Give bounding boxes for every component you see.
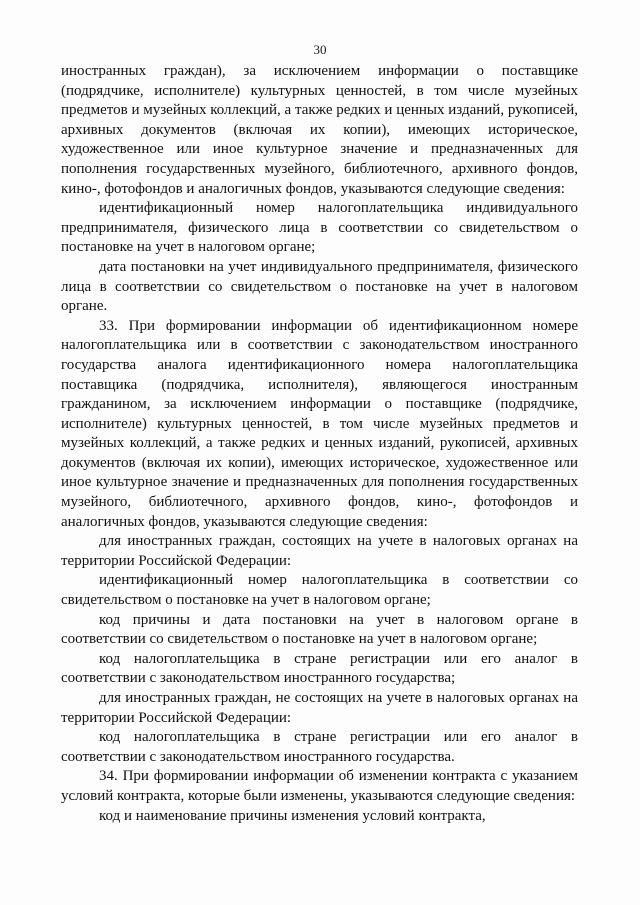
paragraph-change-reason: код и наименование причины изменения условий контракта, [99, 807, 486, 824]
paragraph-item-33: 33. При формировании информации об идентификационном номере налогоплательщика или в соответствии с законодательством иностранного государства аналога идентификационного номера налогоплательщика поставщика (подрядчика, исполнителя), являющегося иностранным гражданином, за исключением информации о поставщике (подрядчике, исполнителе) культурных ценностей, в том числе музейных предметов и музейных коллекций, а также редких и ценных изданий, рукописей, архивных документов (включая их копии), имеющих историческое, художественное или иное культурное значение и предназначенных для пополнения государственных музейного, библиотечного, архивного фондов, кино-, фотофондов и аналогичных фондов, указываются следующие сведения: [61, 317, 578, 530]
paragraph-kpp-date: код причины и дата постановки на учет в налоговом органе в соответствии со свидетельством о постановке на учет в налоговом органе; [61, 611, 578, 648]
paragraph-foreign-tax-code: код налогоплательщика в стране регистрации или его аналог в соответствии с законодательством иностранного государства; [61, 650, 578, 687]
paragraph-inn-entrepreneur: идентификационный номер налогоплательщика индивидуального предпринимателя, физического лица в соответствии со свидетельством о постановке на учет в налоговом органе; [61, 200, 578, 256]
paragraph-inn-foreigner: идентификационный номер налогоплательщика в соответствии со свидетельством о постановке на учет в налоговом органе; [61, 572, 578, 609]
paragraph-registered-foreigners: для иностранных граждан, состоящих на учете в налоговых органах на территории Российской Федерации: [61, 533, 578, 569]
paragraph-unregistered-foreigners: для иностранных граждан, не состоящих на учете в налоговых органах на территории Российской Федерации: [61, 690, 578, 726]
paragraph-item-34: 34. При формировании информации об изменении контракта с указанием условий контракта, которые были изменены, указываются следующие сведения: [61, 768, 578, 804]
document-body [61, 62, 578, 826]
paragraph-continuation: иностранных граждан), за исключением информации о поставщике (подрядчике, исполнителе) культурных ценностей, в том числе музейных предметов и музейных коллекций, а также редких и ценных изданий, рукописей, архивных документов (включая их копии), имеющих историческое, художественное или иное культурное значение и предназначенных для пополнения государственных музейного, библиотечного, архивного фондов, кино-, фотофондов и аналогичных фондов, указываются следующие сведения: [61, 63, 578, 197]
paragraph-foreign-tax-code-2: код налогоплательщика в стране регистрации или его аналог в соответствии с законодательством иностранного государства. [61, 729, 578, 765]
page-number: 30 [313, 42, 327, 57]
paragraph-registration-date: дата постановки на учет индивидуального предпринимателя, физического лица в соответствии со свидетельством о постановке на учет в налоговом органе. [61, 258, 578, 315]
